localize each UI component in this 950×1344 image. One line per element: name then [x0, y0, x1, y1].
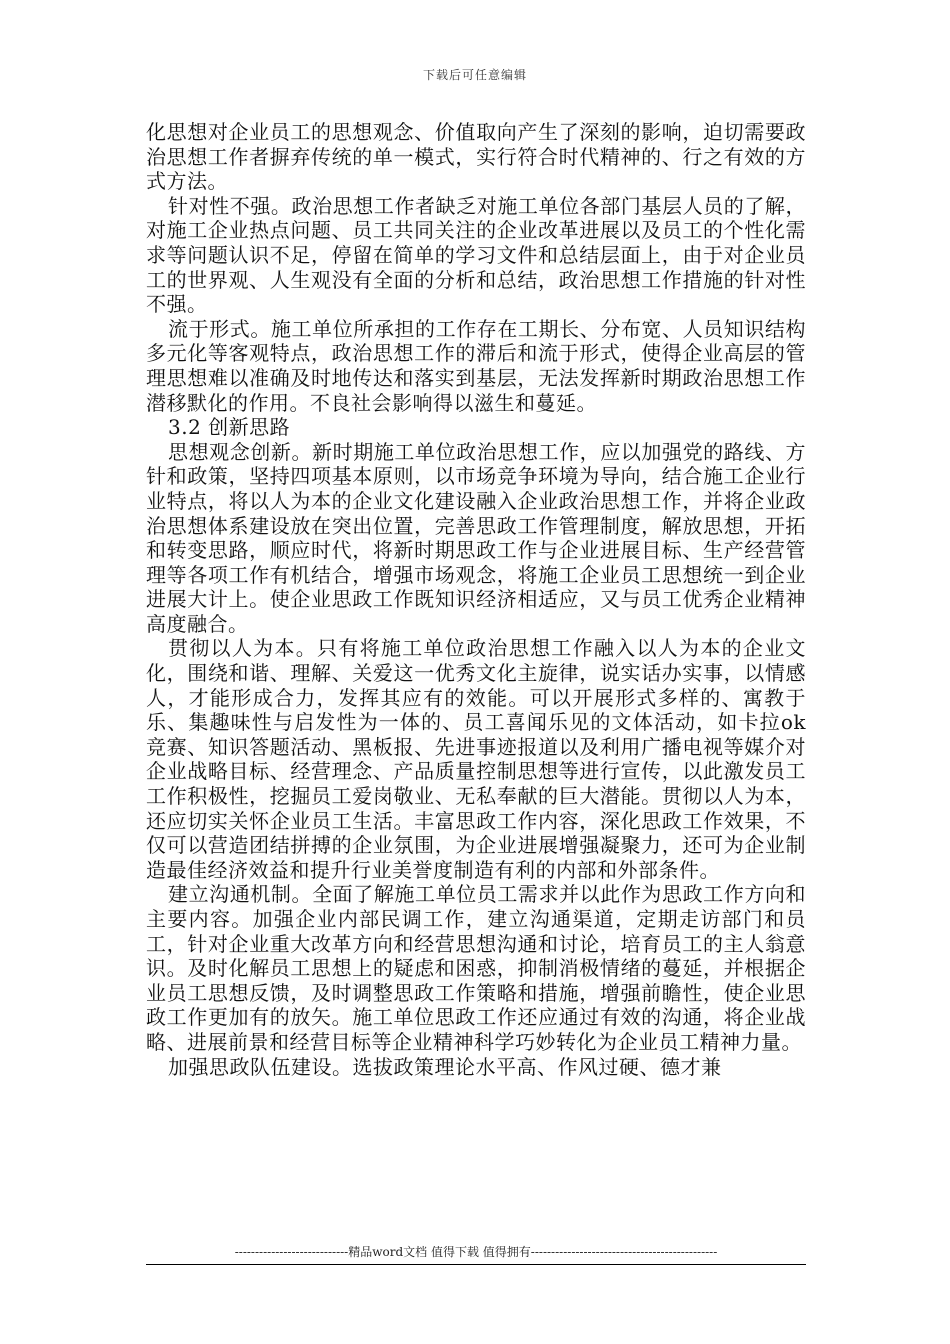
- page-footer: ----------------------------精品word文档 值得下载 值得拥有----------------------------------------------: [234, 1245, 718, 1259]
- page-header: 下载后可任意编辑: [422, 68, 527, 82]
- paragraph-communication-mechanism: 建立沟通机制。全面了解施工单位员工需求并以此作为思政工作方向和主要内容。加强企业内部民调工作，建立沟通渠道，定期走访部门和员工，针对企业重大改革方向和经营思想沟通和讨论，培育员工的主人翁意识。及时化解员工思想上的疑虑和困惑，抑制消极情绪的蔓延，并根据企业员工思想反馈，及时调整思政工作策略和措施，增强前瞻性，使企业思政工作更加有的放矢。施工单位思政工作还应通过有效的沟通，将企业战略、进展前景和经营目标等企业精神科学巧妙转化为企业员工精神力量。: [146, 882, 806, 1054]
- paragraph-people-oriented: 贯彻以人为本。只有将施工单位政治思想工作融入以人为本的企业文化，围绕和谐、理解、关爱这一优秀文化主旋律，说实话办实事，以情感人，才能形成合力，发挥其应有的效能。可以开展形式多样的、寓教于乐、集趣味性与启发性为一体的、员工喜闻乐见的文体活动，如卡拉ok竞赛、知识答题活动、黑板报、先进事迹报道以及利用广播电视等媒介对企业战略目标、经营理念、产品质量控制思想等进行宣传，以此激发员工工作积极性，挖掘员工爱岗敬业、无私奉献的巨大潜能。贯彻以人为本，还应切实关怀企业员工生活。丰富思政工作内容，深化思政工作效果，不仅可以营造团结拼搏的企业氛围，为企业进展增强凝聚力，还可为企业制造最佳经济效益和提升行业美誉度制造有利的内部和外部条件。: [146, 636, 806, 882]
- paragraph-formalism: 流于形式。施工单位所承担的工作存在工期长、分布宽、人员知识结构多元化等客观特点，政治思想工作的滞后和流于形式，使得企业高层的管理思想难以准确及时地传达和落实到基层，无法发挥新时期政治思想工作潜移默化的作用。不良社会影响得以滋生和蔓延。: [146, 316, 806, 415]
- footer-divider: [146, 1264, 806, 1265]
- paragraph-continued: 化思想对企业员工的思想观念、价值取向产生了深刻的影响，迫切需要政治思想工作者摒弃传统的单一模式，实行符合时代精神的、行之有效的方式方法。: [146, 120, 806, 194]
- document-body: [146, 120, 806, 1079]
- paragraph-thinking-innovation: 思想观念创新。新时期施工单位政治思想工作，应以加强党的路线、方针和政策，坚持四项基本原则，以市场竞争环境为导向，结合施工企业行业特点，将以人为本的企业文化建设融入企业政治思想工作，并将企业政治思想体系建设放在突出位置，完善思政工作管理制度，解放思想，开拓和转变思路，顺应时代，将新时期思政工作与企业进展目标、生产经营管理等各项工作有机结合，增强市场观念，将施工企业员工思想统一到企业进展大计上。使企业思政工作既知识经济相适应，又与员工优秀企业精神高度融合。: [146, 439, 806, 636]
- section-heading-3-2: 3.2 创新思路: [168, 415, 291, 440]
- paragraph-team-building: 加强思政队伍建设。选拔政策理论水平高、作风过硬、德才兼: [168, 1054, 722, 1079]
- paragraph-lack-of-focus: 针对性不强。政治思想工作者缺乏对施工单位各部门基层人员的了解，对施工企业热点问题、员工共同关注的企业改革进展以及员工的个性化需求等问题认识不足，停留在简单的学习文件和总结层面上，由于对企业员工的世界观、人生观没有全面的分析和总结，政治思想工作措施的针对性不强。: [146, 193, 806, 317]
